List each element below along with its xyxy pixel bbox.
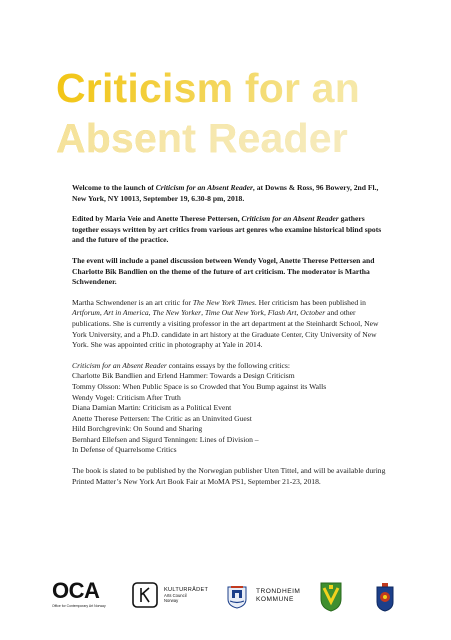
oca-logo: OCA <box>52 578 100 603</box>
essay-item: Anette Therese Pettersen: The Critic as an Uninvited Guest <box>72 413 252 423</box>
essay-item: Charlotte Bik Bandlien and Erlend Hammer: Towards a Design Criticism <box>72 371 295 381</box>
publication-new-yorker: The New Yorker <box>152 308 202 318</box>
publication-art-in-america: Art in America <box>103 308 149 318</box>
essays-intro <box>72 361 390 372</box>
trondheim-name: TRONDHEIM <box>256 588 301 595</box>
essay-item: Tommy Olsson: When Public Space is so Crowded that You Bump against its Walls <box>72 381 327 391</box>
poster-title-line-1: Criticism for an <box>56 65 360 111</box>
separator: , <box>148 308 153 318</box>
kulturradet-country: Norway <box>164 598 179 604</box>
trondheim-logo-text <box>256 588 300 605</box>
kulturradet-logo-icon <box>132 582 158 608</box>
poster-body <box>72 183 390 497</box>
welcome-text: Welcome to the launch of <box>72 183 156 192</box>
bio-paragraph <box>72 298 390 351</box>
oca-logo-subtitle: Office for Contemporary Art Norway <box>52 604 106 608</box>
separator: , <box>296 308 301 318</box>
publication-nyt: The New York Times <box>192 297 255 307</box>
kulturradet-logo-text <box>164 587 208 603</box>
welcome-paragraph <box>72 183 390 204</box>
essay-item: Bernhard Ellefsen and Sigurd Tenningen: Lines of Division – <box>72 434 259 444</box>
event-paragraph: The event will include a panel discussion between Wendy Vogel, Anette Therese Pettersen and Charlotte Bik Bandlien on the theme of the future of art criticism. The moderator is Martha Schwendener. <box>72 255 375 287</box>
publication-october: October <box>300 308 326 318</box>
publication-time-out: Time Out New York <box>204 308 264 318</box>
essay-item: Wendy Vogel: Criticism After Truth <box>72 392 181 402</box>
county-shield-icon <box>320 582 342 612</box>
poster-title <box>56 63 446 163</box>
publication-flash-art: Flash Art <box>267 308 297 318</box>
closing-paragraph: The book is slated to be published by the Norwegian publisher Uten Tittel, and will be available during Printed Matter’s New York Art Book Fair at MoMA PS1, September 21-23, 2018. <box>72 466 386 486</box>
book-title: Criticism for an Absent Reader <box>241 214 339 224</box>
separator: , <box>263 308 268 318</box>
editors-description: gathers together essays written by art critics from various art genres who examine historical blind spots and the future of the practice. <box>72 214 382 245</box>
essay-item: Diana Damian Martin: Criticism as a Political Event <box>72 403 232 413</box>
municipal-crest-icon <box>376 582 394 612</box>
bio-text: and other publications. She is currently a visiting professor in the art department at the Steinhardt School, New York University, and a Ph.D. candidate in art history at the Graduate Center, City University of New York. She was appointed critic in photography at Yale in 2014. <box>72 308 379 350</box>
trondheim-crest-icon <box>227 585 247 609</box>
kulturradet-name: KULTURRÅDET <box>164 587 209 593</box>
bio-text: Martha Schwendener is an art critic for <box>72 297 193 307</box>
location-text: , at Downs & Ross, 96 Bowery, 2nd Fl., New York, NY 10013, September 19, 6.30-8 pm, 2018. <box>72 183 379 203</box>
publication-artforum: Artforum <box>72 308 100 318</box>
editors-paragraph <box>72 214 390 246</box>
essays-list <box>72 361 390 456</box>
separator: , <box>99 308 104 318</box>
trondheim-kommune: KOMMUNE <box>256 596 294 604</box>
poster-title-line-2: Absent Reader <box>56 113 446 163</box>
essay-item: Hild Borchgrevink: On Sound and Sharing <box>72 424 203 434</box>
sponsor-logos <box>52 578 407 616</box>
bio-text: . Her criticism has been published in <box>254 297 366 307</box>
kulturradet-subtitle: Arts Council <box>164 593 187 599</box>
essay-item: In Defense of Quarrelsome Critics <box>72 445 177 455</box>
essays-intro-text: contains essays by the following critics: <box>166 360 290 370</box>
editors-text: Edited by Maria Veie and Anette Therese Pettersen, <box>72 214 242 224</box>
book-title: Criticism for an Absent Reader <box>155 183 253 192</box>
book-title: Criticism for an Absent Reader <box>72 360 167 370</box>
separator: , <box>201 308 205 318</box>
